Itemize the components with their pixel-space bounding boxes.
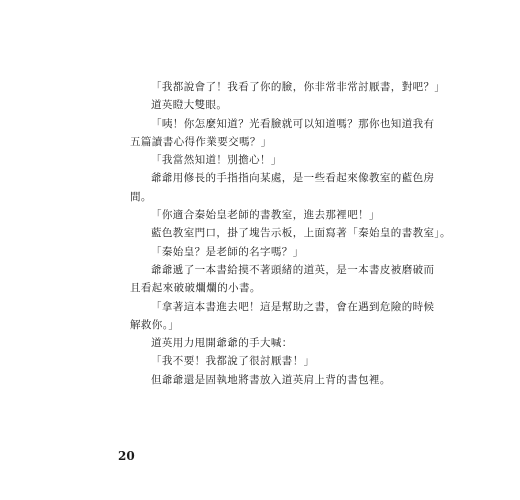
paragraph-line: 五篇讀書心得作業要交嗎？」 bbox=[130, 135, 272, 148]
paragraph-line: 藍色教室門口，掛了塊告示板，上面寫著「秦始皇的書教室」。 bbox=[151, 227, 451, 240]
body-text bbox=[130, 78, 451, 389]
paragraph-line: 解救你。」 bbox=[130, 318, 180, 331]
paragraph-line: 「我不要！我都說了很討厭書！」 bbox=[151, 355, 315, 368]
paragraph-line: 「秦始皇？是老師的名字嗎？」 bbox=[151, 245, 304, 258]
paragraph-line: 間。 bbox=[130, 190, 152, 203]
paragraph-line: 「我都說會了！我看了你的臉，你非常非常討厭書，對吧？」 bbox=[151, 81, 446, 93]
paragraph-line: 「我當然知道！別擔心！」 bbox=[151, 154, 282, 167]
paragraph-line: 道英瞪大雙眼。 bbox=[151, 99, 228, 112]
paragraph-line: 但爺爺還是固執地將書放入道英肩上背的書包裡。 bbox=[151, 373, 391, 386]
paragraph-line: 「拿著這本書進去吧！這是幫助之書，會在遇到危險的時候 bbox=[151, 300, 435, 313]
page-number: 20 bbox=[118, 449, 135, 463]
paragraph-line: 爺爺遞了一本書給摸不著頭緒的道英，是一本書皮被磨破而 bbox=[151, 263, 435, 276]
paragraph-line: 「咦！你怎麼知道？光看臉就可以知道嗎？那你也知道我有 bbox=[151, 117, 435, 130]
paragraph-line: 道英用力甩開爺爺的手大喊： bbox=[151, 337, 293, 350]
paragraph-line: 「你適合秦始皇老師的書教室，進去那裡吧！」 bbox=[151, 209, 380, 222]
paragraph-line: 且看起來破破爛爛的小書。 bbox=[130, 282, 261, 295]
paragraph-line: 爺爺用修長的手指指向某處，是一些看起來像教室的藍色房 bbox=[151, 172, 435, 185]
